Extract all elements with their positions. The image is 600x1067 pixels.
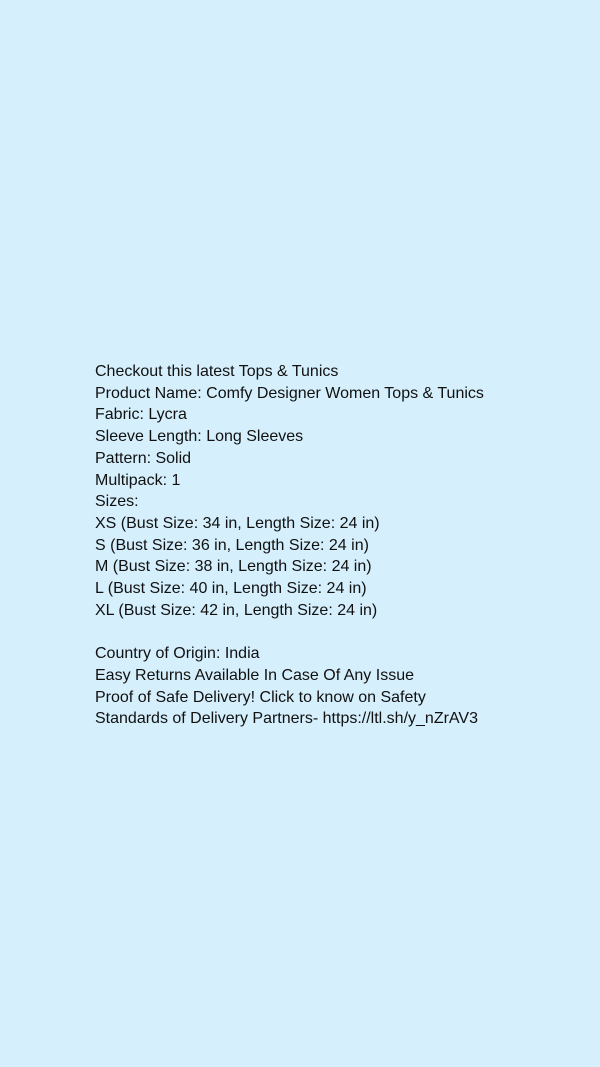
multipack-info: Multipack: 1 [95,471,181,489]
sizes-heading: Sizes: [95,493,139,511]
size-l: L (Bust Size: 40 in, Length Size: 24 in) [95,580,367,598]
product-name: Product Name: Comfy Designer Women Tops & Tunics [95,384,484,402]
size-xs: XS (Bust Size: 34 in, Length Size: 24 in) [95,514,380,532]
sleeve-length-info: Sleeve Length: Long Sleeves [95,428,304,446]
pattern-info: Pattern: Solid [95,449,192,467]
spacer [95,621,575,643]
country-of-origin: Country of Origin: India [95,645,260,663]
fabric-info: Fabric: Lycra [95,406,187,424]
returns-info: Easy Returns Available In Case Of Any Issue [95,666,414,684]
size-s: S (Bust Size: 36 in, Length Size: 24 in) [95,536,369,554]
size-m: M (Bust Size: 38 in, Length Size: 24 in) [95,558,372,576]
description-headline: Checkout this latest Tops & Tunics [95,363,339,380]
size-xl: XL (Bust Size: 42 in, Length Size: 24 in) [95,601,378,619]
delivery-info-line-1: Proof of Safe Delivery! Click to know on Safety [95,688,426,706]
delivery-info-line-2: Standards of Delivery Partners- https://ltl.sh/y_nZrAV3 [95,710,478,728]
product-description [95,361,575,730]
